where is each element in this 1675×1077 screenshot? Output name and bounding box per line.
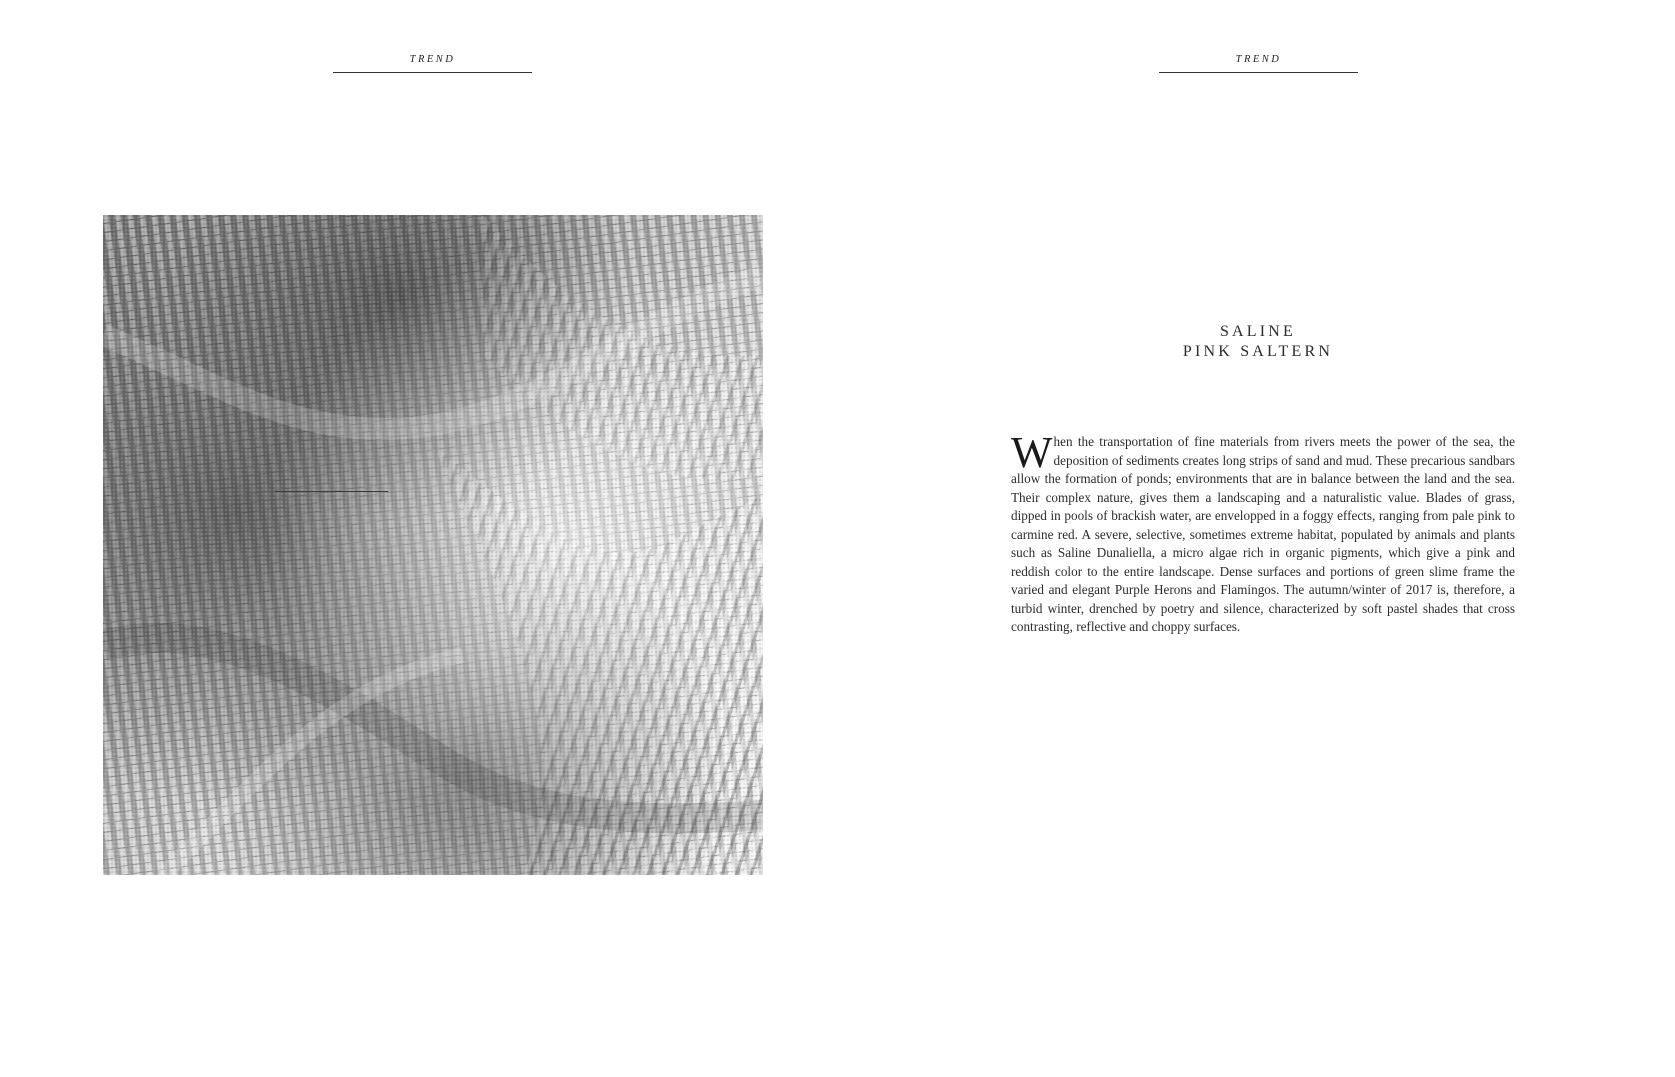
title-line-2: PINK SALTERN	[1182, 342, 1334, 360]
article-title	[1038, 322, 1478, 361]
right-page	[838, 0, 1675, 1077]
article-body	[1011, 428, 1515, 637]
left-page	[0, 0, 837, 1077]
running-head-left: TREND	[333, 54, 532, 73]
drop-cap: W	[1011, 428, 1053, 477]
title-line-1: SALINE	[1219, 323, 1297, 340]
silver-mesh-fabric-photo	[103, 215, 763, 875]
photo-divider-rule	[275, 491, 388, 492]
body-paragraph: hen the transportation of fine materials from rivers meets the power of the sea, the deposition of sediments creates long strips of sand and mud. These precarious sandbars allow the formation of ponds; environments that are in balance between the land and the sea. Their complex nature, gives them a landscaping and a naturalistic value. Blades of grass, dipped in pools of brackish water, are envelopped in a foggy effects, ranging from pale pink to carmine red. A severe, selective, sometimes extreme habitat, populated by animals and plants such as Saline Dunaliella, a micro algae rich in organic pigments, which give a pink and reddish color to the entire landscape. Dense surfaces and portions of green slime frame the varied and elegant Purple Herons and Flamingos. The autumn/winter of 2017 is, therefore, a turbid winter, drenched by poetry and silence, characterized by soft pastel shades that cross contrasting, reflective and choppy surfaces.	[1011, 434, 1515, 635]
running-head-right: TREND	[1159, 54, 1358, 73]
